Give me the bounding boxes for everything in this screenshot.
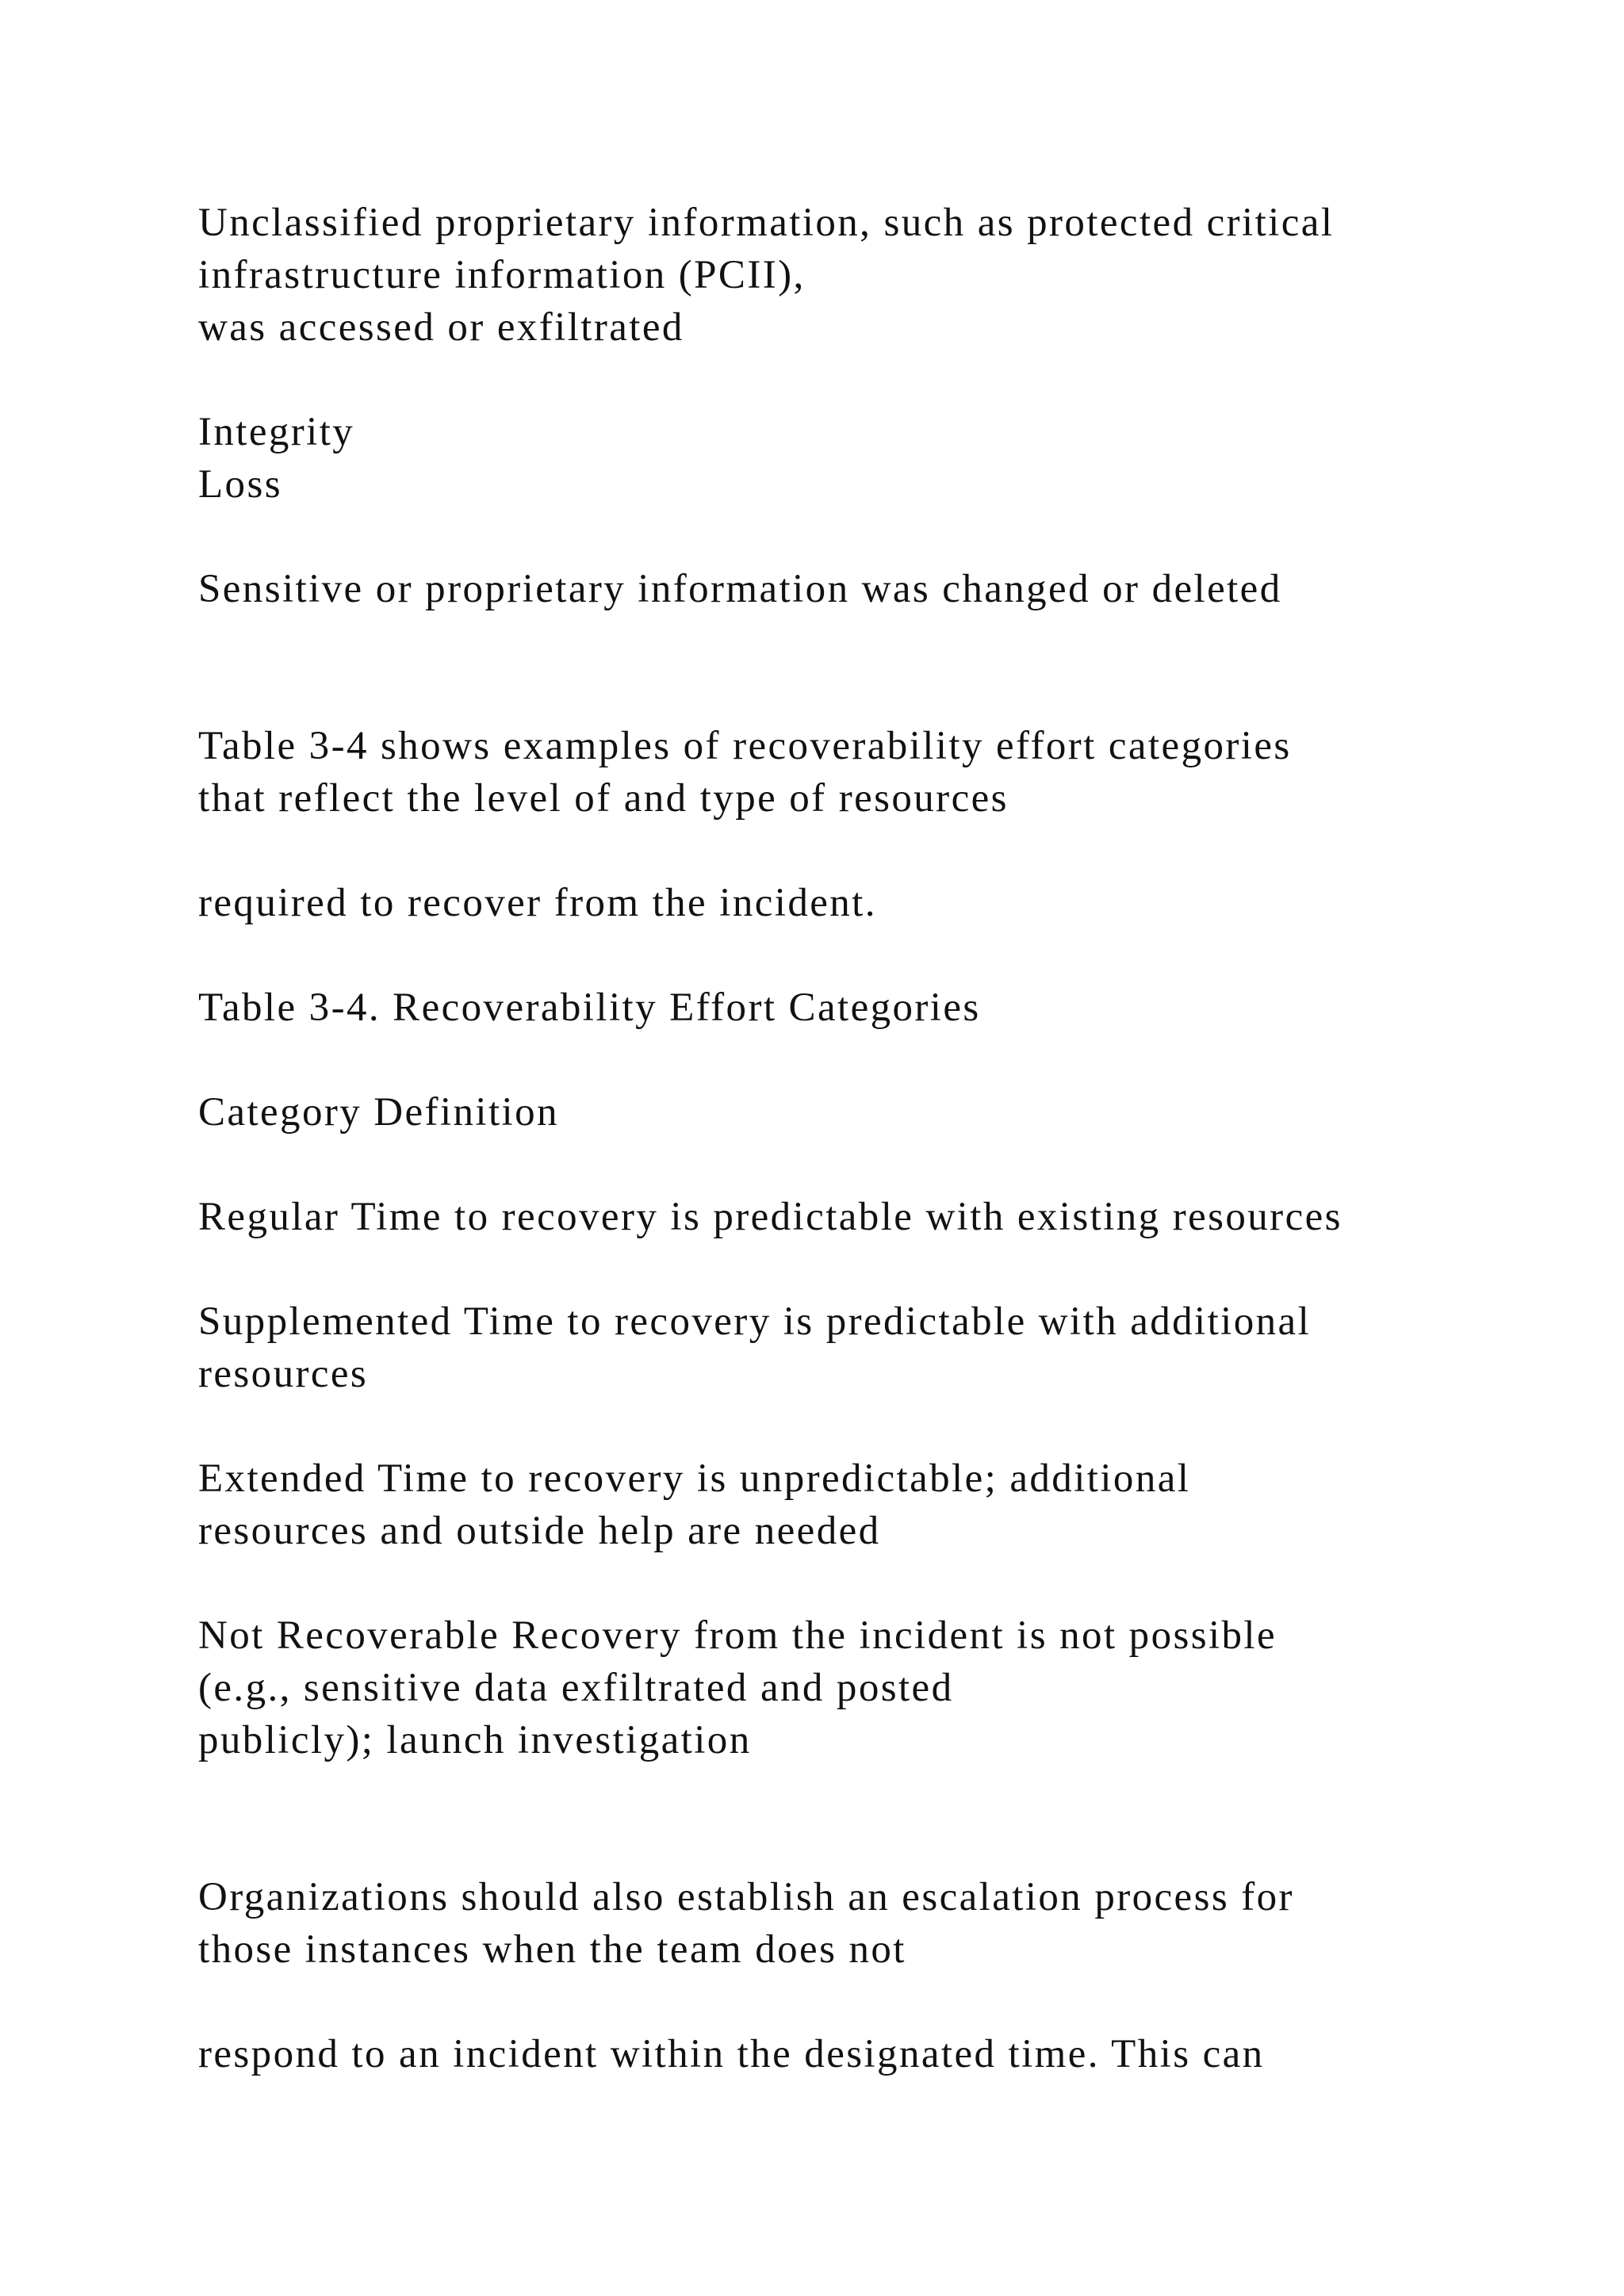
text-line: was accessed or exfiltrated xyxy=(198,305,684,350)
paragraph-spacer xyxy=(198,511,1546,563)
text-line: infrastructure information (PCII), xyxy=(198,253,806,297)
text-line: resources xyxy=(198,1352,369,1396)
table-intro-continuation xyxy=(198,877,1546,929)
pcii-paragraph xyxy=(198,197,1546,354)
table-row-extended xyxy=(198,1452,1546,1557)
text-line: Regular Time to recovery is predictable with existing resources xyxy=(198,1195,1342,1239)
integrity-loss-label xyxy=(198,406,1546,511)
paragraph-spacer xyxy=(198,929,1546,982)
text-line: Table 3-4. Recoverability Effort Categories xyxy=(198,985,981,1030)
text-line: Category Definition xyxy=(198,1090,559,1135)
table-intro-paragraph xyxy=(198,720,1546,825)
text-line: Table 3-4 shows examples of recoverability effort categories xyxy=(198,724,1292,768)
table-header-row xyxy=(198,1086,1546,1138)
paragraph-spacer xyxy=(198,1766,1546,1871)
text-line: Sensitive or proprietary information was changed or deleted xyxy=(198,567,1282,611)
text-line: those instances when the team does not xyxy=(198,1927,906,1972)
table-row-supplemented xyxy=(198,1295,1546,1400)
text-line: respond to an incident within the designated time. This can xyxy=(198,2032,1265,2076)
paragraph-spacer xyxy=(198,1400,1546,1452)
text-line: (e.g., sensitive data exfiltrated and posted xyxy=(198,1666,954,1710)
text-line: required to recover from the incident. xyxy=(198,881,877,925)
text-line: Organizations should also establish an escalation process for xyxy=(198,1875,1294,1919)
text-line: Loss xyxy=(198,462,282,507)
text-line: Integrity xyxy=(198,410,355,454)
table-row-regular xyxy=(198,1191,1546,1243)
paragraph-spacer xyxy=(198,615,1546,720)
paragraph-spacer xyxy=(198,825,1546,877)
text-line: Unclassified proprietary information, such as protected critical xyxy=(198,201,1335,245)
document-page xyxy=(198,197,1546,2080)
escalation-continuation xyxy=(198,2028,1546,2080)
paragraph-spacer xyxy=(198,1976,1546,2028)
paragraph-spacer xyxy=(198,1138,1546,1191)
text-line: Not Recoverable Recovery from the incident is not possible xyxy=(198,1613,1277,1658)
text-line: resources and outside help are needed xyxy=(198,1509,881,1553)
table-caption xyxy=(198,982,1546,1034)
paragraph-spacer xyxy=(198,354,1546,406)
table-row-not-recoverable xyxy=(198,1609,1546,1766)
paragraph-spacer xyxy=(198,1557,1546,1609)
text-line: Supplemented Time to recovery is predictable with additional xyxy=(198,1299,1312,1344)
integrity-loss-definition xyxy=(198,563,1546,615)
text-line: that reflect the level of and type of resources xyxy=(198,776,1009,821)
paragraph-spacer xyxy=(198,1243,1546,1295)
paragraph-spacer xyxy=(198,1034,1546,1086)
text-line: publicly); launch investigation xyxy=(198,1718,752,1762)
escalation-paragraph xyxy=(198,1871,1546,1976)
text-line: Extended Time to recovery is unpredictable; additional xyxy=(198,1456,1191,1501)
